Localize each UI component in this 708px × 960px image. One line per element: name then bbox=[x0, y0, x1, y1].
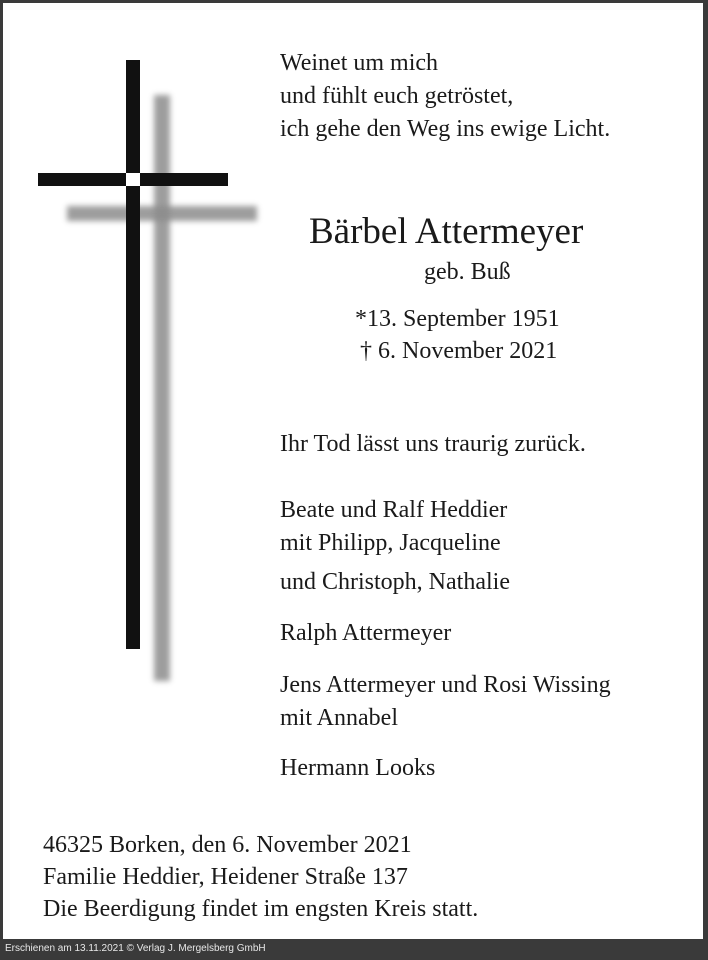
cross-shadow-horizontal bbox=[67, 206, 257, 221]
mourner-line: Beate und Ralf Heddier bbox=[280, 497, 508, 523]
obituary-card bbox=[3, 3, 703, 939]
mourner-line: Ralph Attermeyer bbox=[280, 620, 452, 646]
poem-line-3: ich gehe den Weg ins ewige Licht. bbox=[280, 116, 611, 142]
poem-line-2: und fühlt euch getröstet, bbox=[280, 83, 514, 109]
family-address: Familie Heddier, Heidener Straße 137 bbox=[43, 864, 408, 890]
poem-line-1: Weinet um mich bbox=[280, 50, 439, 76]
death-date: † 6. November 2021 bbox=[360, 338, 558, 364]
publication-note: Erschienen am 13.11.2021 © Verlag J. Mergelsberg GmbH bbox=[5, 943, 266, 954]
place-date: 46325 Borken, den 6. November 2021 bbox=[43, 832, 412, 858]
funeral-notice: Die Beerdigung findet im engsten Kreis statt. bbox=[43, 896, 479, 922]
mourner-line: und Christoph, Nathalie bbox=[280, 569, 510, 595]
cross-vertical-beam bbox=[126, 60, 140, 649]
mourner-line: Hermann Looks bbox=[280, 755, 436, 781]
mourning-message: Ihr Tod lässt uns traurig zurück. bbox=[280, 431, 586, 457]
birth-date: *13. September 1951 bbox=[355, 306, 560, 332]
mourner-line: mit Philipp, Jacqueline bbox=[280, 530, 501, 556]
mourner-line: Jens Attermeyer und Rosi Wissing bbox=[280, 672, 611, 698]
maiden-name: geb. Buß bbox=[424, 259, 511, 285]
mourner-line: mit Annabel bbox=[280, 705, 398, 731]
cross-center-highlight bbox=[126, 173, 140, 186]
publication-footer bbox=[0, 940, 708, 960]
deceased-name: Bärbel Attermeyer bbox=[309, 211, 584, 252]
